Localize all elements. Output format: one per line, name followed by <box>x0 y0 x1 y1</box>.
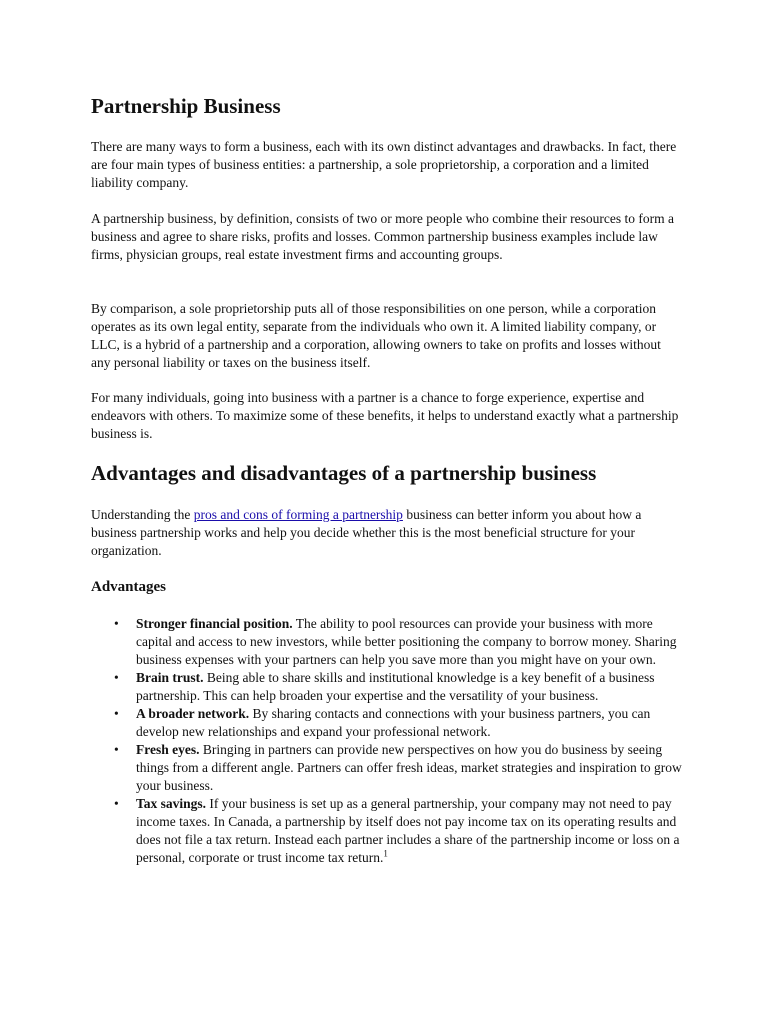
advantage-term: Fresh eyes. <box>136 742 200 757</box>
advantages-list <box>112 615 682 867</box>
intro-paragraph-1: There are many ways to form a business, each with its own distinct advantages and drawbacks. In fact, there are four main types of business entities: a partnership, a sole proprietorship, a corporation and a limited liability company. <box>91 139 677 190</box>
page-title: Partnership Business <box>91 94 281 118</box>
footnote-marker: 1 <box>383 848 388 859</box>
section-intro-text-before: Understanding the <box>91 507 194 522</box>
advantage-term: Tax savings. <box>136 796 207 811</box>
intro-paragraph-4: For many individuals, going into business with a partner is a chance to forge experience, expertise and endeavors with others. To maximize some of these benefits, it helps to understand exactly what a partnership business is. <box>91 390 679 441</box>
section-heading: Advantages and disadvantages of a partnership business <box>91 461 597 485</box>
pros-cons-link[interactable]: pros and cons of forming a partnership <box>193 507 403 522</box>
advantages-heading: Advantages <box>91 579 167 595</box>
advantage-term: Brain trust. <box>136 670 204 685</box>
bullet-icon: • <box>114 670 119 685</box>
list-item <box>112 795 682 867</box>
section-intro-paragraph <box>91 506 681 560</box>
advantage-term: Stronger financial position. <box>136 616 293 631</box>
list-item <box>112 615 682 669</box>
bullet-icon: • <box>114 706 119 721</box>
list-item <box>112 669 682 705</box>
intro-paragraph-2: A partnership business, by definition, consists of two or more people who combine their resources to form a business and agree to share risks, profits and losses. Common partnership business examples include law firms, physician groups, real estate investment firms and accounting groups. <box>91 211 675 262</box>
section-intro-text-after: business can better inform you about how a business partnership works and help you decide whether this is the most beneficial structure for your organization. <box>91 507 642 558</box>
bullet-icon: • <box>114 742 119 757</box>
advantage-text: If your business is set up as a general partnership, your company may not need to pay income taxes. In Canada, a partnership by itself does not pay income tax on its operating results and does not file a tax return. Instead each partner includes a share of the partnership income or loss on a personal, corporate or trust income tax return. <box>136 796 680 865</box>
bullet-icon: • <box>114 616 119 631</box>
intro-paragraph-3: By comparison, a sole proprietorship puts all of those responsibilities on one person, while a corporation operates as its own legal entity, separate from the individuals who own it. A limited liability company, or LLC, is a hybrid of a partnership and a corporation, allowing owners to take on profits and losses without any personal liability or taxes on the business itself. <box>91 301 661 370</box>
list-item <box>112 705 682 741</box>
advantage-text: By sharing contacts and connections with your business partners, you can develop new relationships and expand your professional network. <box>136 706 651 739</box>
advantage-text: The ability to pool resources can provide your business with more capital and access to new investors, while better positioning the company to borrow money. Sharing business expenses with your partners can help you save more than you might have on your own. <box>136 616 677 667</box>
advantage-term: A broader network. <box>136 706 250 721</box>
advantage-text: Bringing in partners can provide new perspectives on how you do business by seeing things from a different angle. Partners can offer fresh ideas, market strategies and inspiration to grow your business. <box>136 742 682 793</box>
bullet-icon: • <box>114 796 119 811</box>
advantage-text: Being able to share skills and institutional knowledge is a key benefit of a business partnership. This can help broaden your expertise and the versatility of your business. <box>136 670 655 703</box>
list-item <box>112 741 682 795</box>
